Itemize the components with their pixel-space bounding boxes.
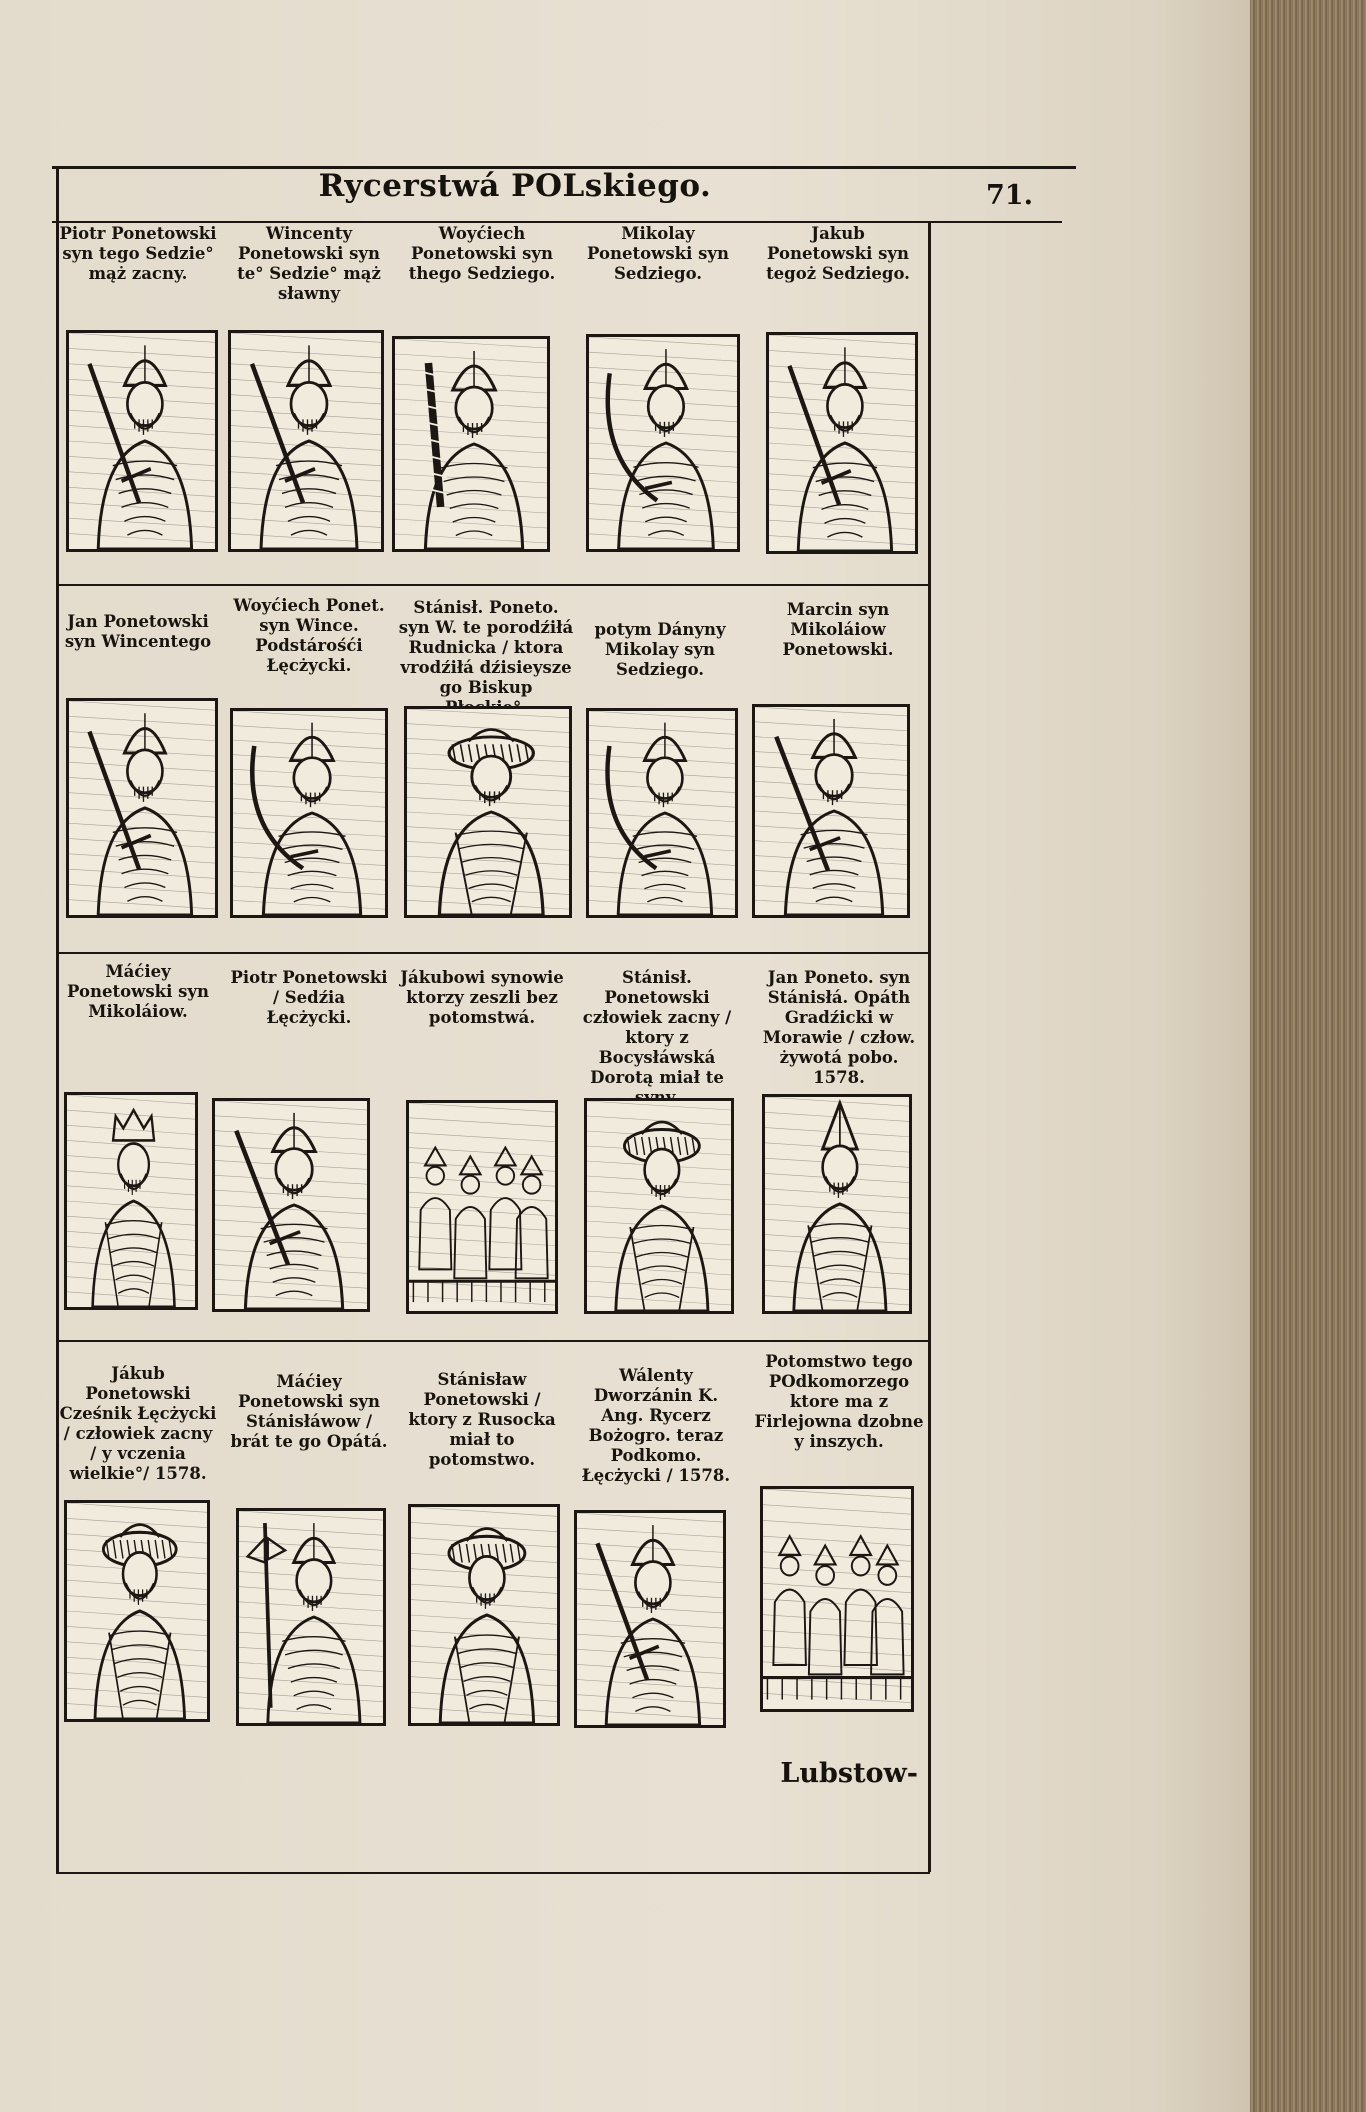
row-divider-1 bbox=[56, 584, 930, 586]
caption: Woyćiech Ponetowski syn thego Sedziego. bbox=[408, 224, 556, 283]
caption: Jan Ponetowski syn Wincentego bbox=[64, 612, 212, 651]
woodcut-portrait bbox=[586, 708, 738, 918]
caption: Piotr Ponetowski syn tego Sedzie° mąż zacny. bbox=[59, 224, 217, 283]
woodcut-portrait bbox=[766, 332, 918, 554]
woodcut-portrait bbox=[236, 1508, 386, 1726]
caption: Stánisł. Poneto. syn W. te porodźiłá Rudnicka / ktora vrodźiłá dźisieysze go Biskup bbox=[398, 598, 574, 697]
woodcut-portrait bbox=[404, 706, 572, 918]
woodcut-portrait bbox=[66, 330, 218, 552]
caption: Jákub Ponetowski Cześnik Łęcżycki / człowiek zacny / y vczenia wielkie°/ 1578. bbox=[59, 1364, 217, 1483]
caption: Piotr Ponetowski / Sedźia Łęcżycki. bbox=[230, 968, 388, 1027]
woodcut-portrait bbox=[64, 1500, 210, 1722]
caption: Stánisław Ponetowski / ktory z Rusocka miał to potomstwo. bbox=[408, 1370, 556, 1469]
frame-top-rule-inner bbox=[52, 221, 1062, 223]
frame-right-rule bbox=[928, 222, 931, 1872]
woodcut-portrait bbox=[228, 330, 384, 552]
woodcut-portrait bbox=[392, 336, 550, 552]
running-head: Rycerstwá POLskiego. bbox=[318, 168, 712, 204]
caption: Wincenty Ponetowski syn te° Sedzie° mąż sławny bbox=[237, 224, 381, 303]
woodcut-portrait bbox=[230, 708, 388, 918]
woodcut-portrait bbox=[64, 1092, 198, 1310]
caption: potym Dányny Mikolay syn Sedziego. bbox=[594, 620, 726, 679]
woodcut-portrait bbox=[752, 704, 910, 918]
woodcut-portrait bbox=[406, 1100, 558, 1314]
catchword: Lubstow- bbox=[780, 1758, 918, 1789]
caption: Jakub Ponetowski syn tegoż Sedziego. bbox=[766, 224, 910, 283]
caption: Potomstwo tego POdkomorzego ktore ma z Firlejowna dzobne y inszych. bbox=[754, 1352, 924, 1451]
folio-number: 71. bbox=[986, 180, 1033, 211]
row-divider-2 bbox=[56, 952, 930, 954]
woodcut-portrait bbox=[408, 1504, 560, 1726]
woodcut-portrait bbox=[586, 334, 740, 552]
woodcut-portrait bbox=[584, 1098, 734, 1314]
caption: Mikolay Ponetowski syn Sedziego. bbox=[587, 224, 729, 283]
frame-bottom-rule bbox=[56, 1872, 930, 1874]
caption: Wálenty Dworzánin K. Ang. Rycerz Bożogro. teraz Podkomo. Łęcżycki / 1578. bbox=[581, 1366, 731, 1485]
caption: Máćiey Ponetowski syn Stánisłáwow / brát te go Opátá. bbox=[230, 1372, 388, 1451]
woodcut-portrait bbox=[212, 1098, 370, 1312]
caption: Woyćiech Ponet. syn Wince. Podstárośći Łęcżycki. bbox=[233, 596, 385, 675]
woodcut-portrait bbox=[760, 1486, 914, 1712]
caption: Jan Poneto. syn Stánisłá. Opáth Gradźicki w Morawie / człow. żywotá pobo. 1578. bbox=[762, 968, 916, 1087]
caption: Stánisł. Ponetowski człowiek zacny / ktory z Bocysłáwská Dorotą miał te bbox=[582, 968, 732, 1087]
row-divider-3 bbox=[56, 1340, 930, 1342]
caption: Marcin syn Mikoláiow Ponetowski. bbox=[782, 600, 894, 659]
caption: Máćiey Ponetowski syn Mikoláiow. bbox=[67, 962, 209, 1021]
page-fore-edge bbox=[1250, 0, 1366, 2112]
woodcut-portrait bbox=[762, 1094, 912, 1314]
caption: Jákubowi synowie ktorzy zeszli bez potomstwá. bbox=[400, 968, 564, 1027]
woodcut-portrait bbox=[574, 1510, 726, 1728]
woodcut-portrait bbox=[66, 698, 218, 918]
